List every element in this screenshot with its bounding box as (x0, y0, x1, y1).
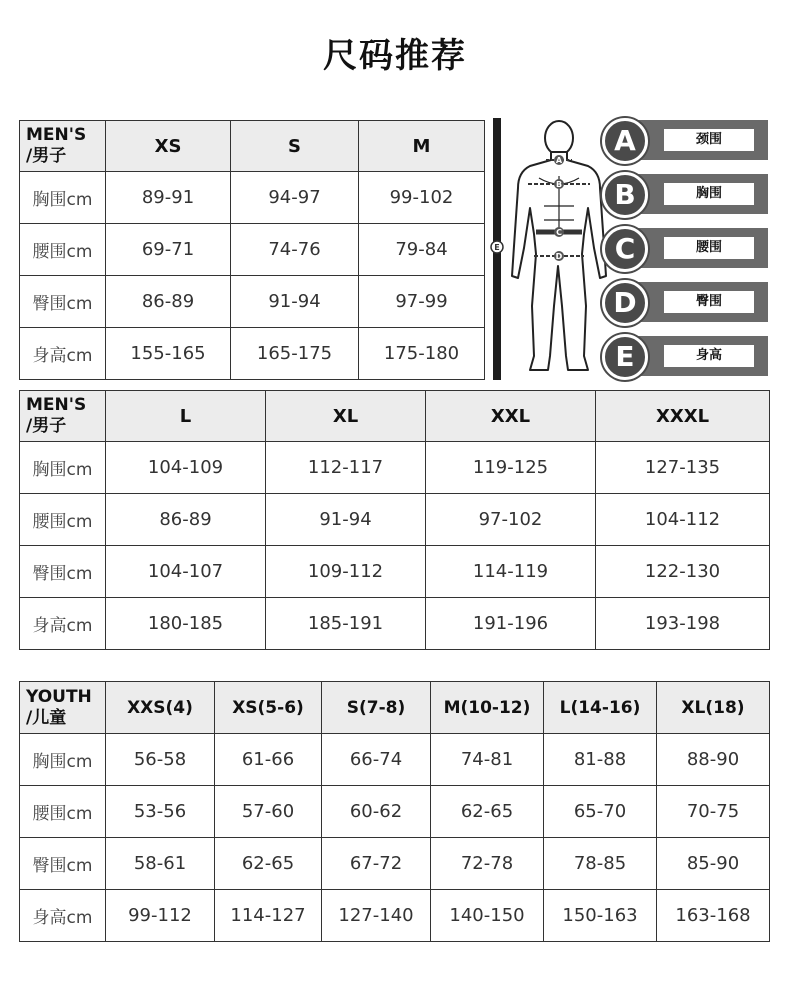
legend-item-hip (602, 280, 768, 324)
row-label: 腰围cm (20, 786, 106, 838)
table-cell: 58-61 (106, 838, 215, 890)
table-corner-label (20, 121, 106, 172)
table-cell: 72-78 (431, 838, 544, 890)
table-cell: 57-60 (215, 786, 322, 838)
table-row (20, 328, 485, 380)
table-cell: 61-66 (215, 734, 322, 786)
table-cell: 91-94 (266, 494, 426, 546)
table-cell: 104-112 (596, 494, 770, 546)
table-cell: 67-72 (322, 838, 431, 890)
table-cell: 175-180 (359, 328, 485, 380)
table-cell: 60-62 (322, 786, 431, 838)
table-cell: 163-168 (657, 890, 770, 942)
table-cell: 114-119 (426, 546, 596, 598)
table-cell: 127-140 (322, 890, 431, 942)
corner-line-cn: /儿童 (26, 707, 67, 728)
corner-line-cn: /男子 (26, 416, 67, 436)
table-header-row (20, 121, 485, 172)
table-row (20, 172, 485, 224)
table-cell: 122-130 (596, 546, 770, 598)
table-cell: 109-112 (266, 546, 426, 598)
table-row (20, 276, 485, 328)
size-header: XXXL (596, 391, 770, 442)
table-cell: 97-99 (359, 276, 485, 328)
table-cell: 119-125 (426, 442, 596, 494)
corner-line-en: MEN'S (26, 125, 87, 145)
size-header: XXL (426, 391, 596, 442)
size-header: XL(18) (657, 682, 770, 734)
table-cell: 74-81 (431, 734, 544, 786)
corner-line-en: MEN'S (26, 395, 87, 415)
row-label: 臀围cm (20, 276, 106, 328)
size-header: L (106, 391, 266, 442)
table-row (20, 890, 770, 942)
page-title: 尺码推荐 (323, 36, 467, 76)
marker-label: C (556, 228, 562, 237)
table-cell: 65-70 (544, 786, 657, 838)
marker-label: D (555, 252, 563, 261)
table-cell: 69-71 (106, 224, 231, 276)
table-cell: 79-84 (359, 224, 485, 276)
table-cell: 193-198 (596, 598, 770, 650)
corner-line-cn: /男子 (26, 146, 67, 166)
table-cell: 85-90 (657, 838, 770, 890)
row-label: 臀围cm (20, 838, 106, 890)
size-header: XXS(4) (106, 682, 215, 734)
row-label: 身高cm (20, 890, 106, 942)
table-cell: 89-91 (106, 172, 231, 224)
row-label: 胸围cm (20, 734, 106, 786)
table-cell: 180-185 (106, 598, 266, 650)
table-cell: 114-127 (215, 890, 322, 942)
table-cell: 191-196 (426, 598, 596, 650)
size-header: XS(5-6) (215, 682, 322, 734)
table-cell: 165-175 (231, 328, 359, 380)
table-cell: 150-163 (544, 890, 657, 942)
table-cell: 78-85 (544, 838, 657, 890)
row-label: 腰围cm (20, 224, 106, 276)
legend-letter: C (602, 226, 648, 272)
table-cell: 66-74 (322, 734, 431, 786)
legend-item-waist (602, 226, 768, 270)
size-header: S (231, 121, 359, 172)
legend-letter: D (602, 280, 648, 326)
row-label: 腰围cm (20, 494, 106, 546)
table-row (20, 546, 770, 598)
size-header: M (359, 121, 485, 172)
table-cell: 104-107 (106, 546, 266, 598)
legend-item-chest (602, 172, 768, 216)
table-cell: 62-65 (215, 838, 322, 890)
legend-label: 胸围 (664, 183, 754, 205)
legend-label: 腰围 (664, 237, 754, 259)
row-label: 胸围cm (20, 172, 106, 224)
table-row (20, 598, 770, 650)
marker-label: A (555, 156, 563, 165)
table-corner-label (20, 682, 106, 734)
table-cell: 140-150 (431, 890, 544, 942)
table-cell: 56-58 (106, 734, 215, 786)
table-cell: 127-135 (596, 442, 770, 494)
table-cell: 94-97 (231, 172, 359, 224)
row-label: 臀围cm (20, 546, 106, 598)
size-header: M(10-12) (431, 682, 544, 734)
table-row (20, 494, 770, 546)
legend-label: 臀围 (664, 291, 754, 313)
table-row (20, 838, 770, 890)
size-header: L(14-16) (544, 682, 657, 734)
table-cell: 81-88 (544, 734, 657, 786)
legend-letter: B (602, 172, 648, 218)
table-cell: 99-112 (106, 890, 215, 942)
legend-label: 身高 (664, 345, 754, 367)
measurement-figure (488, 116, 773, 384)
marker-label: B (555, 180, 563, 189)
height-marker-icon (490, 240, 504, 254)
table-row (20, 786, 770, 838)
table-cell: 112-117 (266, 442, 426, 494)
table-cell: 88-90 (657, 734, 770, 786)
table-cell: 104-109 (106, 442, 266, 494)
table-cell: 86-89 (106, 494, 266, 546)
table-cell: 97-102 (426, 494, 596, 546)
table-corner-label (20, 391, 106, 442)
legend-letter: E (602, 334, 648, 380)
men-size-table-small (19, 120, 485, 380)
size-header: S(7-8) (322, 682, 431, 734)
table-cell: 86-89 (106, 276, 231, 328)
table-row (20, 442, 770, 494)
legend-label: 颈围 (664, 129, 754, 151)
legend-letter: A (602, 118, 648, 164)
row-label: 身高cm (20, 328, 106, 380)
table-row (20, 224, 485, 276)
table-cell: 53-56 (106, 786, 215, 838)
legend-item-neck (602, 118, 768, 162)
table-cell: 99-102 (359, 172, 485, 224)
table-row (20, 734, 770, 786)
marker-label: E (494, 243, 500, 252)
table-header-row (20, 682, 770, 734)
table-cell: 185-191 (266, 598, 426, 650)
table-cell: 91-94 (231, 276, 359, 328)
table-cell: 74-76 (231, 224, 359, 276)
table-cell: 155-165 (106, 328, 231, 380)
table-cell: 62-65 (431, 786, 544, 838)
size-header: XS (106, 121, 231, 172)
corner-line-en: YOUTH (26, 686, 92, 707)
men-size-table-large (19, 390, 770, 650)
row-label: 胸围cm (20, 442, 106, 494)
table-header-row (20, 391, 770, 442)
size-header: XL (266, 391, 426, 442)
legend-item-height (602, 334, 768, 378)
youth-size-table (19, 681, 770, 942)
table-cell: 70-75 (657, 786, 770, 838)
row-label: 身高cm (20, 598, 106, 650)
